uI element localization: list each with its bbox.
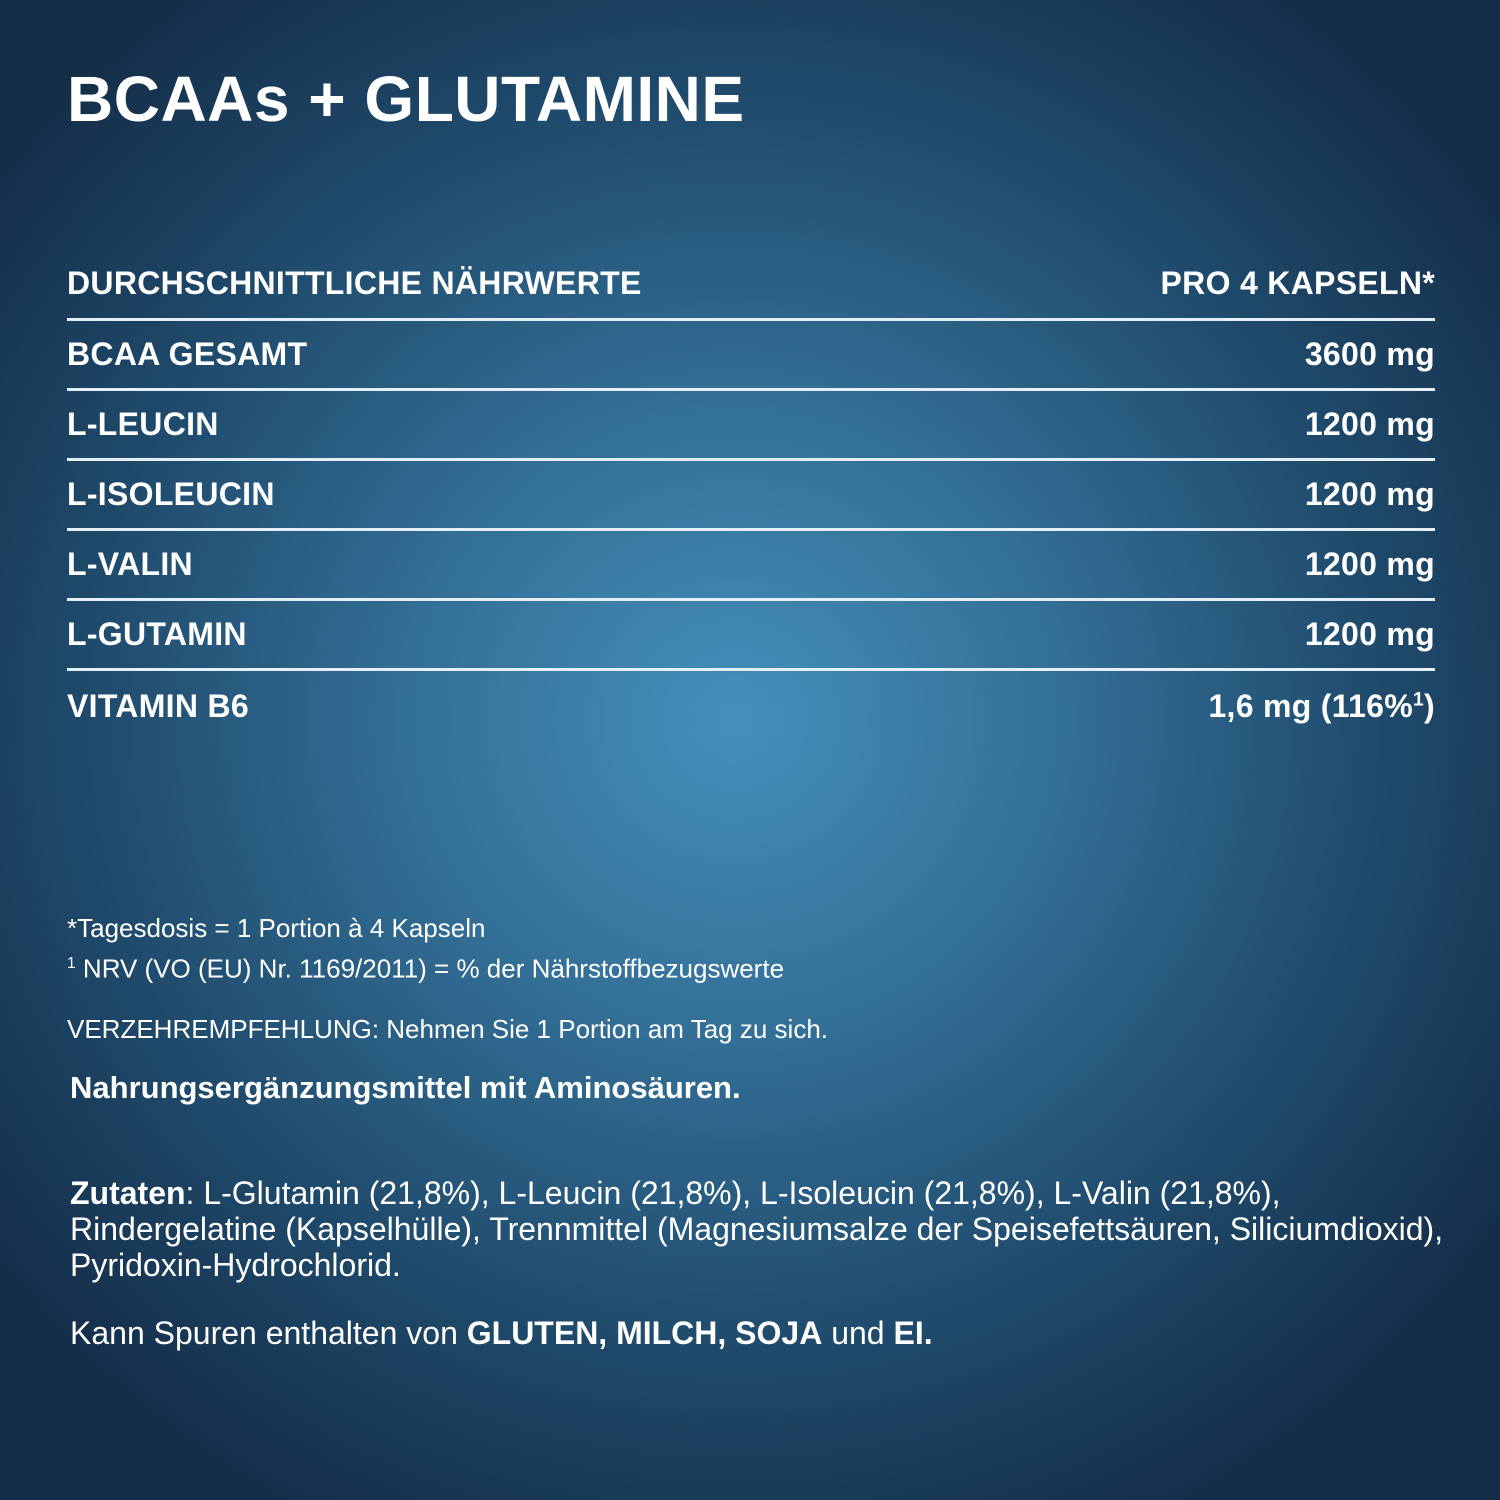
allergen-prefix: Kann Spuren enthalten von bbox=[70, 1315, 467, 1351]
allergen-items: GLUTEN, MILCH, SOJA bbox=[466, 1315, 823, 1351]
row-label: L-VALIN bbox=[67, 546, 193, 582]
row-label: L-LEUCIN bbox=[67, 406, 219, 442]
row-label: L-ISOLEUCIN bbox=[67, 476, 275, 512]
header-label: DURCHSCHNITTLICHE NÄHRWERTE bbox=[67, 264, 642, 301]
row-value: 1200 mg bbox=[1304, 476, 1435, 512]
table-header-row bbox=[67, 248, 1435, 321]
consumption-recommendation: VERZEHREMPFEHLUNG: Nehmen Sie 1 Portion am Tag zu sich. bbox=[67, 1014, 829, 1044]
row-value: 1200 mg bbox=[1304, 616, 1435, 652]
ingredients bbox=[70, 1175, 1450, 1283]
ingredients-text: : L-Glutamin (21,8%), L-Leucin (21,8%), L-Isoleucin (21,8%), L-Valin (21,8%), Rindergelatine (Kapselhülle), Trennmittel (Magnesiumsalze der Speisefettsäuren, Siliciumdioxid), Pyridoxin-Hydrochlorid. bbox=[70, 1175, 1444, 1283]
table-row bbox=[67, 321, 1435, 391]
footnote-marker: 1 bbox=[1413, 688, 1425, 710]
supplement-note: Nahrungsergänzungsmittel mit Aminosäuren. bbox=[70, 1070, 741, 1105]
row-value bbox=[1208, 688, 1435, 725]
allergen-connector: und bbox=[822, 1315, 894, 1351]
value-main: 1,6 mg (116% bbox=[1208, 687, 1414, 724]
table-row bbox=[67, 671, 1435, 741]
row-value: 3600 mg bbox=[1304, 336, 1435, 372]
row-label: L-GUTAMIN bbox=[67, 616, 247, 652]
table-row bbox=[67, 531, 1435, 601]
table-row bbox=[67, 391, 1435, 461]
row-value: 1200 mg bbox=[1304, 546, 1435, 582]
header-value: PRO 4 KAPSELN* bbox=[1160, 264, 1435, 301]
row-label: BCAA GESAMT bbox=[67, 336, 308, 372]
allergen-last: EI. bbox=[893, 1315, 933, 1351]
page-title: BCAAs + GLUTAMINE bbox=[67, 63, 745, 135]
table-row bbox=[67, 601, 1435, 671]
footnote-daily-dose: *Tagesdosis = 1 Portion à 4 Kapseln bbox=[67, 913, 486, 943]
allergen-notice bbox=[70, 1315, 933, 1352]
ingredients-label: Zutaten bbox=[70, 1175, 186, 1211]
value-end: ) bbox=[1424, 687, 1435, 724]
footnotes bbox=[67, 910, 784, 987]
row-label: VITAMIN B6 bbox=[67, 687, 249, 724]
footnote-nrv-text: NRV (VO (EU) Nr. 1169/2011) = % der Nährstoffbezugswerte bbox=[75, 953, 785, 984]
row-value: 1200 mg bbox=[1304, 406, 1435, 442]
footnote-nrv bbox=[67, 946, 784, 987]
nutrition-table bbox=[67, 248, 1435, 741]
footnote-marker: 1 bbox=[67, 955, 76, 972]
table-row bbox=[67, 461, 1435, 531]
